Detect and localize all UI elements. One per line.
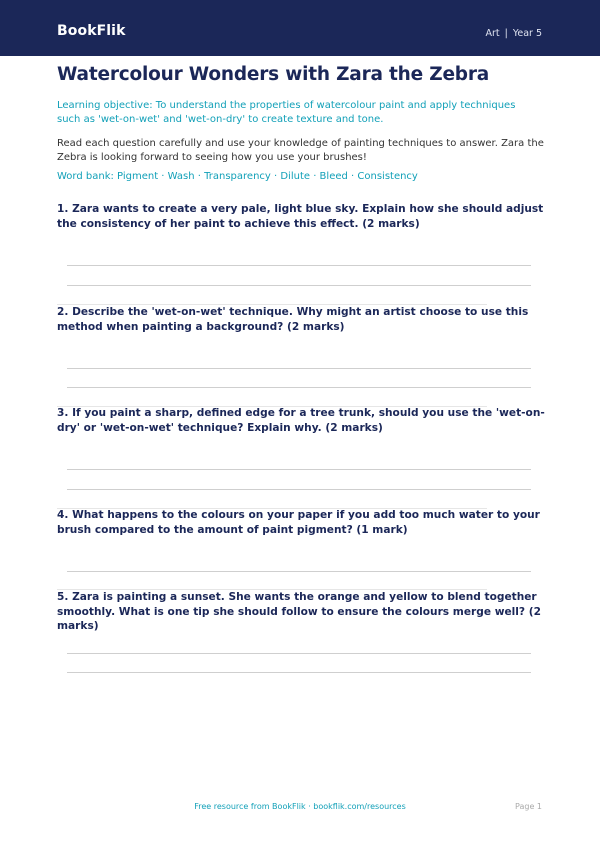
- question-3: 3. If you paint a sharp, defined edge for a tree trunk, should you use the 'wet-on-dry' or 'wet-on-wet' technique? Explain why. (2 marks): [57, 407, 545, 434]
- separator: |: [504, 28, 508, 39]
- answer-line[interactable]: [67, 571, 531, 572]
- answer-line[interactable]: [67, 469, 531, 470]
- year-label: Year 5: [512, 28, 542, 39]
- answer-line[interactable]: [67, 653, 531, 654]
- question-5: 5. Zara is painting a sunset. She wants the orange and yellow to blend together smoothly. What is one tip she should follow to ensure the colours merge well? (2 marks): [57, 591, 541, 632]
- page-number: Page 1: [515, 802, 542, 811]
- question-4: 4. What happens to the colours on your paper if you add too much water to your brush compared to the amount of paint pigment? (1 mark): [57, 509, 540, 536]
- question-1: 1. Zara wants to create a very pale, light blue sky. Explain how she should adjust the consistency of her paint to achieve this effect. (2 marks): [57, 203, 544, 230]
- page-header: [0, 0, 600, 56]
- answer-line[interactable]: [67, 285, 531, 286]
- learning-objective: Learning objective: To understand the properties of watercolour paint and apply techniques such as 'wet-on-wet' and 'wet-on-dry' to create texture and tone.: [57, 100, 516, 125]
- answer-line[interactable]: [67, 672, 531, 673]
- answer-line[interactable]: [67, 265, 531, 266]
- subject-label: Art: [485, 28, 500, 39]
- page-title: Watercolour Wonders with Zara the Zebra: [57, 64, 490, 85]
- footer-credit[interactable]: Free resource from BookFlik · bookflik.com/resources: [194, 802, 406, 811]
- word-bank: Word bank: Pigment · Wash · Transparency · Dilute · Bleed · Consistency: [57, 171, 418, 182]
- instructions-text: Read each question carefully and use your knowledge of painting techniques to answer. Zara the Zebra is looking forward to seeing how you use your brushes!: [57, 138, 544, 163]
- question-2: 2. Describe the 'wet-on-wet' technique. Why might an artist choose to use this method when painting a background? (2 marks): [57, 306, 529, 333]
- answer-line[interactable]: [67, 387, 531, 388]
- subject-year-label: [485, 28, 542, 39]
- answer-line[interactable]: [67, 368, 531, 369]
- brand-logo-text[interactable]: BookFlik: [57, 23, 126, 39]
- answer-line[interactable]: [67, 489, 531, 490]
